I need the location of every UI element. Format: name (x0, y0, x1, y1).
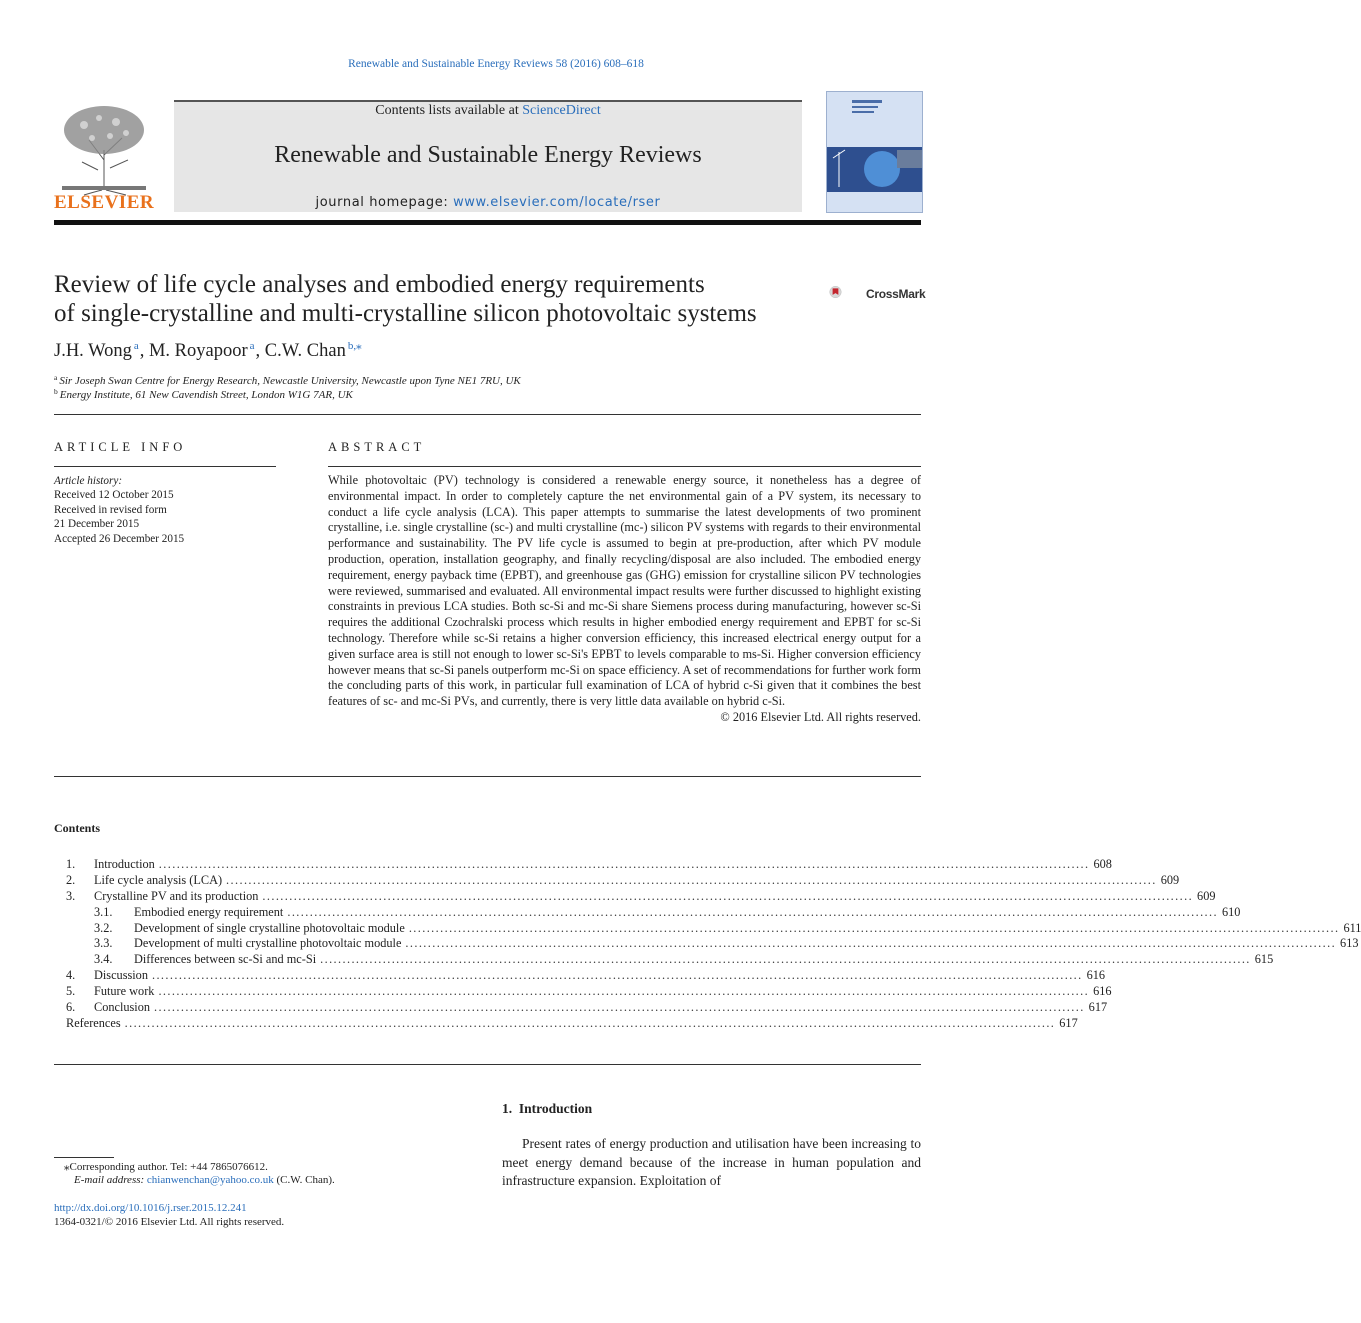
abstract-copyright: © 2016 Elsevier Ltd. All rights reserved. (720, 709, 921, 724)
toc-entry-differences[interactable]: 3.4. Differences between sc-Si and mc-Si ................................................................................................................................................................................................................ 615 (94, 952, 1274, 967)
author-name[interactable]: J.H. Wong (54, 341, 132, 361)
journal-title: Renewable and Sustainable Energy Reviews (274, 142, 702, 168)
toc-entry-future-work[interactable]: 5. Future work ................................................................................................................................................................................................................ 616 (66, 984, 1112, 999)
doi-link[interactable]: http://dx.doi.org/10.1016/j.rser.2015.12.241 (54, 1202, 247, 1214)
history-item: 21 December 2015 (54, 518, 140, 531)
toc-entry-multi-crystalline[interactable]: 3.3. Development of multi crystalline photovoltaic module ................................................................................................................................................................................................................ 613 (94, 936, 1359, 951)
affiliation-b: $^b$ Energy Institute, 61 New Cavendish Street, London W1G 7AR, UK (54, 387, 353, 401)
author-affiliation-mark[interactable]: b,⁎ (347, 340, 362, 352)
journal-cover-thumbnail[interactable] (826, 91, 923, 213)
affiliations-rule (54, 414, 921, 415)
toc-entry-discussion[interactable]: 4. Discussion ................................................................................................................................................................................................................ 616 (66, 968, 1106, 983)
journal-homepage-link[interactable]: www.elsevier.com/locate/rser (453, 195, 661, 210)
history-label: Article history: (54, 475, 123, 487)
email-note: E-mail address: chianwenchan@yahoo.co.uk (C.W. Chan). (74, 1174, 335, 1186)
cover-art-image (827, 92, 922, 212)
section-heading-introduction: 1. Introduction (502, 1101, 593, 1116)
affiliation-a: $^a$ Sir Joseph Swan Centre for Energy Research, Newcastle University, Newcastle upon Tyne NE1 7RU, UK (54, 373, 521, 387)
toc-entry-introduction[interactable]: 1. Introduction ................................................................................................................................................................................................................ 608 (66, 857, 1112, 871)
footnote-rule (54, 1157, 114, 1158)
author-list: J.H. Wong $^a$, M. Royapoor $^a$, C.W. Chan $^{b,⁎}$ (54, 340, 362, 361)
header-rule (54, 220, 921, 225)
contents-bottom-rule (54, 1064, 921, 1065)
issn-copyright: 1364-0321/© 2016 Elsevier Ltd. All rights reserved. (54, 1216, 285, 1228)
article-info-rule (54, 466, 276, 467)
crossmark-label[interactable]: CrossMark (866, 287, 926, 301)
toc-entry-embodied-energy[interactable]: 3.1. Embodied energy requirement ................................................................................................................................................................................................................ 610 (94, 904, 1241, 919)
journal-citation[interactable]: Renewable and Sustainable Energy Reviews 58 (2016) 608–618 (348, 58, 644, 70)
journal-header-box (174, 100, 802, 212)
abstract-paragraph: While photovoltaic (PV) technology is considered a renewable energy source, it nonetheless has a degree of environmental impact. In order to completely capture the net environmental gain of a PV system, its necessary to conduct a life cycle analysis (LCA). This paper attempts to summarise the latest developments of two prominent crystalline, i.e. single crystalline (sc-) and multi crystalline (mc-) silicon PV systems with regards to their environmental performance and sustainability. The PV life cycle is assumed to begin at pre-production, after which PV module production, operation, installation geography, and finally recycling/disposal are also included. The embodied energy requirement, energy payback time (EPBT), and greenhouse gas (GHG) emission for crystalline silicon PV technologies were reviewed, summarised and evaluated. All environmental impact results were further discussed to highlight existing constraints in previous LCA studies. Both sc-Si and mc-Si share Siemens process during manufacturing, however sc-Si requires the additional Czochralski process which results in higher embodied energy requirement and EPBT for sc-Si technology. Therefore while sc-Si retains a higher conversion efficiency, this increased electrical energy output for a given surface area is still not enough to lower sc-Si's EPBT to levels comparable to ms-Si. Higher conversion efficiency however means that sc-Si panels outperform mc-Si on space efficiency. A set of recommendations for further work form the concluding parts of this work, in particular full examination of LCA of hybrid c-Si given that it combines the best features of sc- and mc-Si PVs, and currently, there is very little data available on hybrid c-Si. (328, 473, 921, 709)
toc-entry-references[interactable]: References ................................................................................................................................................................................................................ 617 (66, 1015, 1078, 1030)
author-affiliation-mark[interactable]: a (249, 340, 255, 352)
article-title: Review of life cycle analyses and embodied energy requirements of single-crystalline and multi-crystalline silicon photovoltaic systems (54, 271, 757, 327)
toc-entry-crystalline-pv[interactable]: 3. Crystalline PV and its production ................................................................................................................................................................................................................ 609 (66, 888, 1216, 903)
author-affiliation-mark[interactable]: a (133, 340, 139, 352)
abstract-heading: ABSTRACT (328, 440, 426, 454)
article-history (54, 474, 184, 546)
crossmark-icon[interactable] (829, 274, 865, 310)
author-name[interactable]: C.W. Chan (264, 341, 346, 361)
author-name[interactable]: M. Royapoor (148, 341, 248, 361)
contents-available-line: Contents lists available at ScienceDirect (375, 103, 601, 118)
history-item: Received 12 October 2015 (54, 489, 174, 502)
toc-entry-lca[interactable]: 2. Life cycle analysis (LCA) ................................................................................................................................................................................................................ 609 (66, 872, 1180, 887)
article-info-heading: ARTICLE INFO (54, 440, 187, 454)
abstract-bottom-rule (54, 776, 921, 777)
history-item: Accepted 26 December 2015 (54, 532, 185, 545)
history-item: Received in revised form (54, 503, 167, 516)
contents-heading: Contents (54, 821, 101, 835)
toc-entry-single-crystalline[interactable]: 3.2. Development of single crystalline photovoltaic module ................................................................................................................................................................................................................ 611 (94, 920, 1361, 935)
abstract-body (328, 473, 921, 726)
introduction-paragraph: Present rates of energy production and utilisation have been increasing to meet energy demand because of the increase in human population and infrastructure expansion. Exploitation of (502, 1136, 921, 1189)
sciencedirect-link[interactable]: ScienceDirect (522, 103, 601, 118)
email-link[interactable]: chianwenchan@yahoo.co.uk (146, 1174, 274, 1186)
table-of-contents (66, 857, 1361, 1032)
corresponding-author-note: ⁎Corresponding author. Tel: +44 7865076612. (64, 1161, 268, 1173)
elsevier-wordmark: ELSEVIER (54, 192, 155, 213)
abstract-rule (328, 466, 921, 467)
journal-homepage-line: journal homepage: www.elsevier.com/locate/rser (315, 195, 661, 210)
toc-entry-conclusion[interactable]: 6. Conclusion ................................................................................................................................................................................................................ 617 (66, 1000, 1108, 1015)
